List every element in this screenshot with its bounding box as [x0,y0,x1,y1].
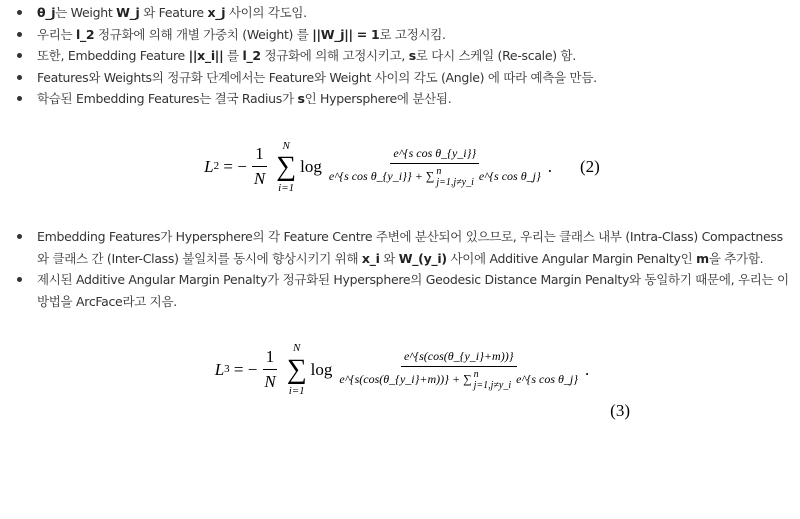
eq-sign: = − [223,156,247,176]
eq-sub: 2 [213,160,220,173]
text: 우리는 [37,26,76,42]
den-sum: + ∑ [414,169,435,184]
equation-2-body [204,140,552,195]
den-limits [474,369,512,391]
text: 인 Hypersphere에 분산됨. [304,91,452,106]
sum-bot: i=1 [288,385,305,398]
period: . [585,359,590,379]
text: 학습된 Embedding Features는 결국 Radius가 [37,91,298,106]
l2: l_2 [76,26,95,42]
log: log [310,359,333,379]
sum [276,140,296,195]
equation-2 [14,140,790,195]
eq-lhs: L [214,359,225,379]
text: 로 고정시킴. [379,26,446,42]
main-fraction [326,144,544,189]
text: 로 다시 스케일 (Re-scale) 함. [415,48,576,63]
sum-bot: i=1 [278,182,295,195]
sum-top: N [282,139,290,152]
w-j: W_j [116,5,140,20]
text: Features와 Weights의 정규화 단계에서는 Feature와 Weight 사이의 각도 (Angle) 에 따라 예측을 만듬. [37,69,597,85]
sigma-symbol: ∑ [276,150,297,182]
list-item [14,67,790,89]
norm-x: ||x_i|| [188,48,224,63]
sigma-symbol: ∑ [286,353,307,385]
s: s [297,91,305,106]
text: 정규화에 의해 고정시키고, [260,48,409,63]
den-sub: j=1,j≠y_i [473,379,512,391]
den-sub: j=1,j≠y_i [436,176,474,188]
den-sum: + ∑ [451,372,472,387]
numerator: e^{s cos θ_{y_i}} [390,144,479,163]
text: 사이에 Additive Angular Margin Penalty인 [446,250,697,266]
numerator: e^{s(cos(θ_{y_i}+m))} [401,347,517,366]
den-term: e^{s cos θ_{y_i}} [328,169,412,184]
den-limits [436,166,474,188]
m: m [696,250,709,266]
text: 또한, Embedding Feature [37,48,189,63]
w-yi: W_(y_i) [398,250,447,266]
den-term: e^{s cos θ_j} [516,372,579,387]
text: 는 Weight [55,5,117,20]
text: 를 [223,48,243,63]
text: 사이의 각도임. [225,5,307,20]
text: 와 [379,250,399,266]
equation-3-body [215,342,590,397]
text: 제시된 Additive Angular Margin Penalty가 정규화된 Hypersphere의 Geodesic Distance Margin Penalty와 동일하기 때문에, 우리는 이 방법을 ArcFace라고 지음. [37,272,789,309]
equation-number: (3) [610,401,630,421]
text: 와 Feature [139,5,208,20]
list-item [14,88,790,110]
sum [287,342,307,397]
denominator [326,164,544,190]
period: . [547,156,552,176]
theta-j: θ_j [37,5,56,20]
den: N [264,372,276,392]
equation-3 [14,342,790,397]
frac-1-n [251,142,268,192]
x-j: x_j [207,5,226,20]
den-term: e^{s(cos(θ_{y_i}+m))} [339,372,449,387]
bullet-list-1 [14,2,790,110]
num: 1 [263,345,278,370]
equation-number: (2) [580,156,600,176]
eq-lhs: L [204,156,214,176]
text: Embedding Features가 Hypersphere의 각 Feature Centre 주변에 분산되어 있으므로, 우리는 클래스 내부 (Intra-Class) Compactness와 클래스 간 (Inter-Class) 불일치를 동시에 향상시키기 위해 [37,229,783,266]
norm-w: ||W_j|| = 1 [312,26,380,42]
eq-sub: 3 [224,363,230,376]
list-item [14,226,790,269]
text: 을 추가함. [708,250,764,266]
s: s [408,48,416,63]
l2: l_2 [242,48,261,63]
log: log [300,156,322,176]
frac-1-n [261,345,278,395]
den-sup: n [436,165,442,177]
num: 1 [252,142,267,167]
equation-number-row [14,401,790,421]
text: 정규화에 의해 개별 가중치 (Weight) 를 [94,26,313,42]
list-item [14,269,790,312]
den-sup: n [473,368,479,380]
bullet-list-2 [14,226,790,312]
x-i: x_i [361,250,380,266]
den: N [253,169,266,189]
list-item [14,24,790,46]
den-term: e^{s cos θ_j} [478,169,541,184]
list-item [14,2,790,24]
eq-sign: = − [233,359,258,379]
list-item [14,45,790,67]
sum-top: N [293,342,301,355]
denominator [336,367,581,393]
main-fraction [336,347,581,392]
